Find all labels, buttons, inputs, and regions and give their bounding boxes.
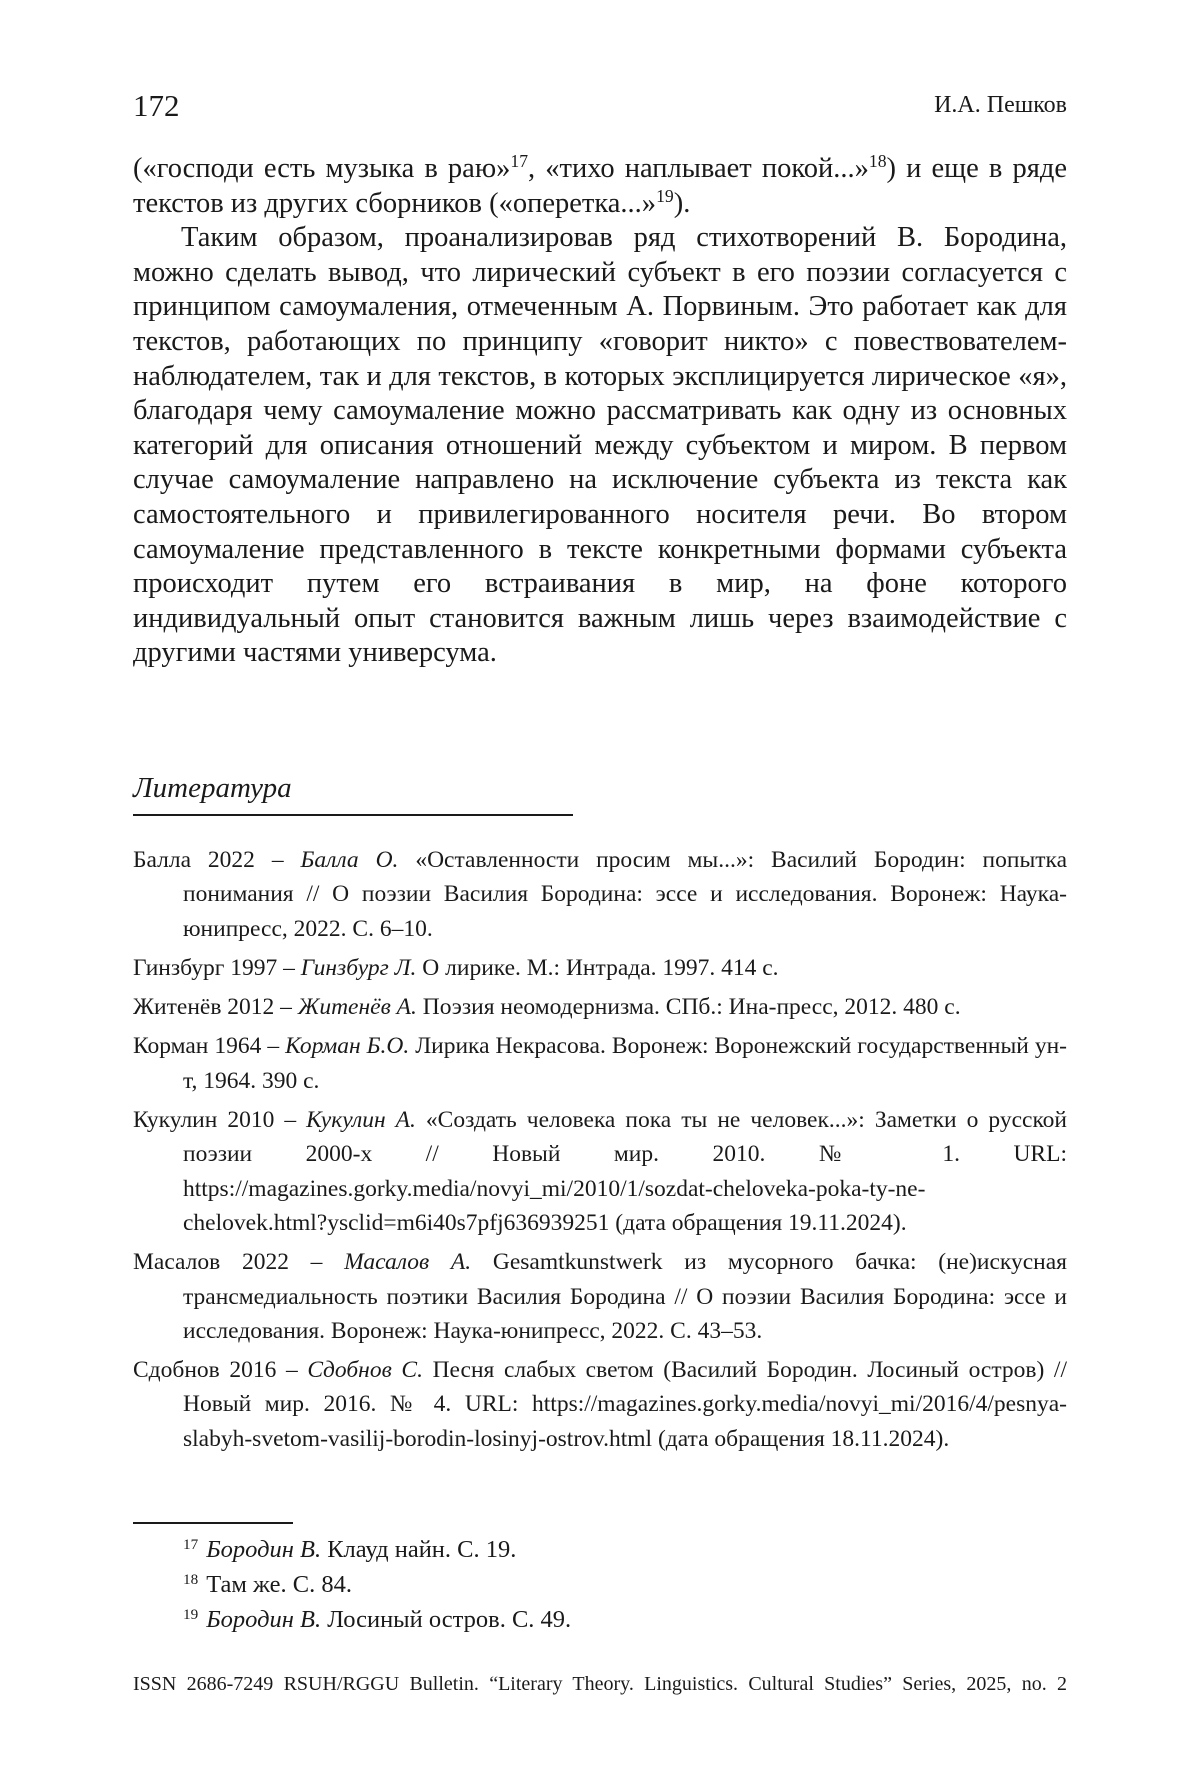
body-text [133,152,1067,671]
reference-text: «Оставленности просим мы...»: Василий Бородин: попытка понимания // О поэзии Василия Бородина: эссе и исследования. Воронеж: Наука-юнипресс, 2022. С. 6–10. [183,847,1067,942]
footnote-ref-19[interactable]: 19 [656,185,674,206]
heading-rule [133,814,573,816]
reference-item [133,1353,1067,1456]
reference-text: Поэзия неомодернизма. СПб.: Ина-пресс, 2012. 480 с. [416,994,961,1021]
footnote-text: Там же. С. 84. [206,1571,352,1598]
reference-text: Песня слабых светом (Василий Бородин. Лосиный остров) // Новый мир. 2016. № 4. URL: https://magazines.gorky.media/novyi_mi/2016/4/pesnya-slabyh-svetom-vasilij-borodin-losinyj-ostrov.html (дата обращения 18.11.2024). [183,1357,1067,1452]
paragraph-continued [133,152,1067,221]
reference-author: Гинзбург Л. [300,954,417,981]
reference-list [133,843,1067,1461]
reference-item [133,1029,1067,1098]
footnote-text: Лосиный остров. С. 49. [321,1606,572,1633]
text-run: («господи есть музыка в раю» [133,153,511,184]
footnote-number: 18 [183,1570,199,1588]
footnote-19 [183,1602,571,1637]
literature-heading: Литература [133,772,292,804]
reference-text: О лирике. М.: Интрада. 1997. 414 с. [416,954,779,981]
paragraph-conclusion: Таким образом, проанализировав ряд стихотворений В. Бородина, можно сделать вывод, что лирический субъект в его поэзии согласуется с принципом самоумаления, отмеченным А. Порвиным. Это работает как для текстов, работающих по принципу «говорит никто» с повествователем-наблюдателем, так и для текстов, в которых эксплицируется лирическое «я», благодаря чему самоумаление можно рассматривать как одну из основных категорий для описания отношений между субъектом и миром. В первом случае самоумаление направлено на исключение субъекта из текста как самостоятельного и привилегированного носителя речи. Во втором самоумаление представленного в тексте конкретными формами субъекта происходит путем его встраивания в мир, на фоне которого индивидуальный опыт становится важным лишь через взаимодействие с другими частями универсума. [133,222,1067,669]
running-author: И.А. Пешков [934,92,1067,118]
footnote-17 [183,1532,571,1567]
reference-key: Масалов 2022 – [133,1249,345,1276]
reference-item [133,951,1067,985]
reference-key: Житенёв 2012 – [133,994,298,1021]
reference-author: Житенёв А. [297,994,417,1021]
footnote-rule [133,1522,293,1524]
reference-key: Сдобнов 2016 – [133,1357,308,1384]
text-run: ). [673,187,691,219]
reference-key: Гинзбург 1997 – [133,954,301,981]
footnote-author: Бородин В. [206,1606,322,1633]
reference-author: Кукулин А. [306,1107,416,1134]
reference-item [133,843,1067,946]
footnote-text: Клауд найн. С. 19. [321,1536,517,1563]
footnote-author: Бородин В. [206,1536,322,1563]
footnotes [183,1532,571,1637]
reference-author: Сдобнов С. [307,1357,423,1384]
reference-item [133,1245,1067,1348]
footnote-ref-17[interactable]: 17 [510,151,529,172]
reference-item [133,990,1067,1024]
footnote-18 [183,1567,571,1602]
journal-footer: ISSN 2686-7249 RSUH/RGGU Bulletin. “Literary Theory. Linguistics. Cultural Studies” Series, 2025, no. 2 [133,1673,1067,1695]
footnote-number: 19 [183,1605,199,1623]
footnote-ref-18[interactable]: 18 [868,151,887,172]
reference-text: Gesamtkunstwerk из мусорного бачка: (не)искусная трансмедиальность поэтики Василия Бородина // О поэзии Василия Бородина: эссе и исследования. Воронеж: Наука-юнипресс, 2022. С. 43–53. [183,1249,1067,1344]
page-number: 172 [133,88,180,123]
reference-text: Лирика Некрасова. Воронеж: Воронежский государственный ун-т, 1964. 390 с. [183,1033,1067,1094]
reference-author: Корман Б.О. [285,1033,410,1060]
reference-key: Кукулин 2010 – [133,1107,307,1134]
text-run: ) и еще в ряде текстов из других сборников («оперетка...» [133,153,1067,219]
text-run: , «тихо наплывает покой...» [528,153,869,184]
reference-text: «Создать человека пока ты не человек...»: Заметки о русской поэзии 2000-х // Новый мир. 2010. № 1. URL: https://magazines.gorky.media/novyi_mi/2010/1/sozdat-cheloveka-poka-ty-ne-chelovek.html?ysclid=m6i40s7pfj636939251 (дата обращения 19.11.2024). [183,1107,1067,1236]
reference-key: Балла 2022 – [133,847,301,873]
footnote-number: 17 [183,1535,199,1553]
running-head [133,88,1067,128]
reference-key: Корман 1964 – [133,1033,286,1060]
reference-author: Масалов А. [344,1249,472,1276]
reference-item [133,1103,1067,1240]
reference-author: Балла О. [300,847,399,873]
